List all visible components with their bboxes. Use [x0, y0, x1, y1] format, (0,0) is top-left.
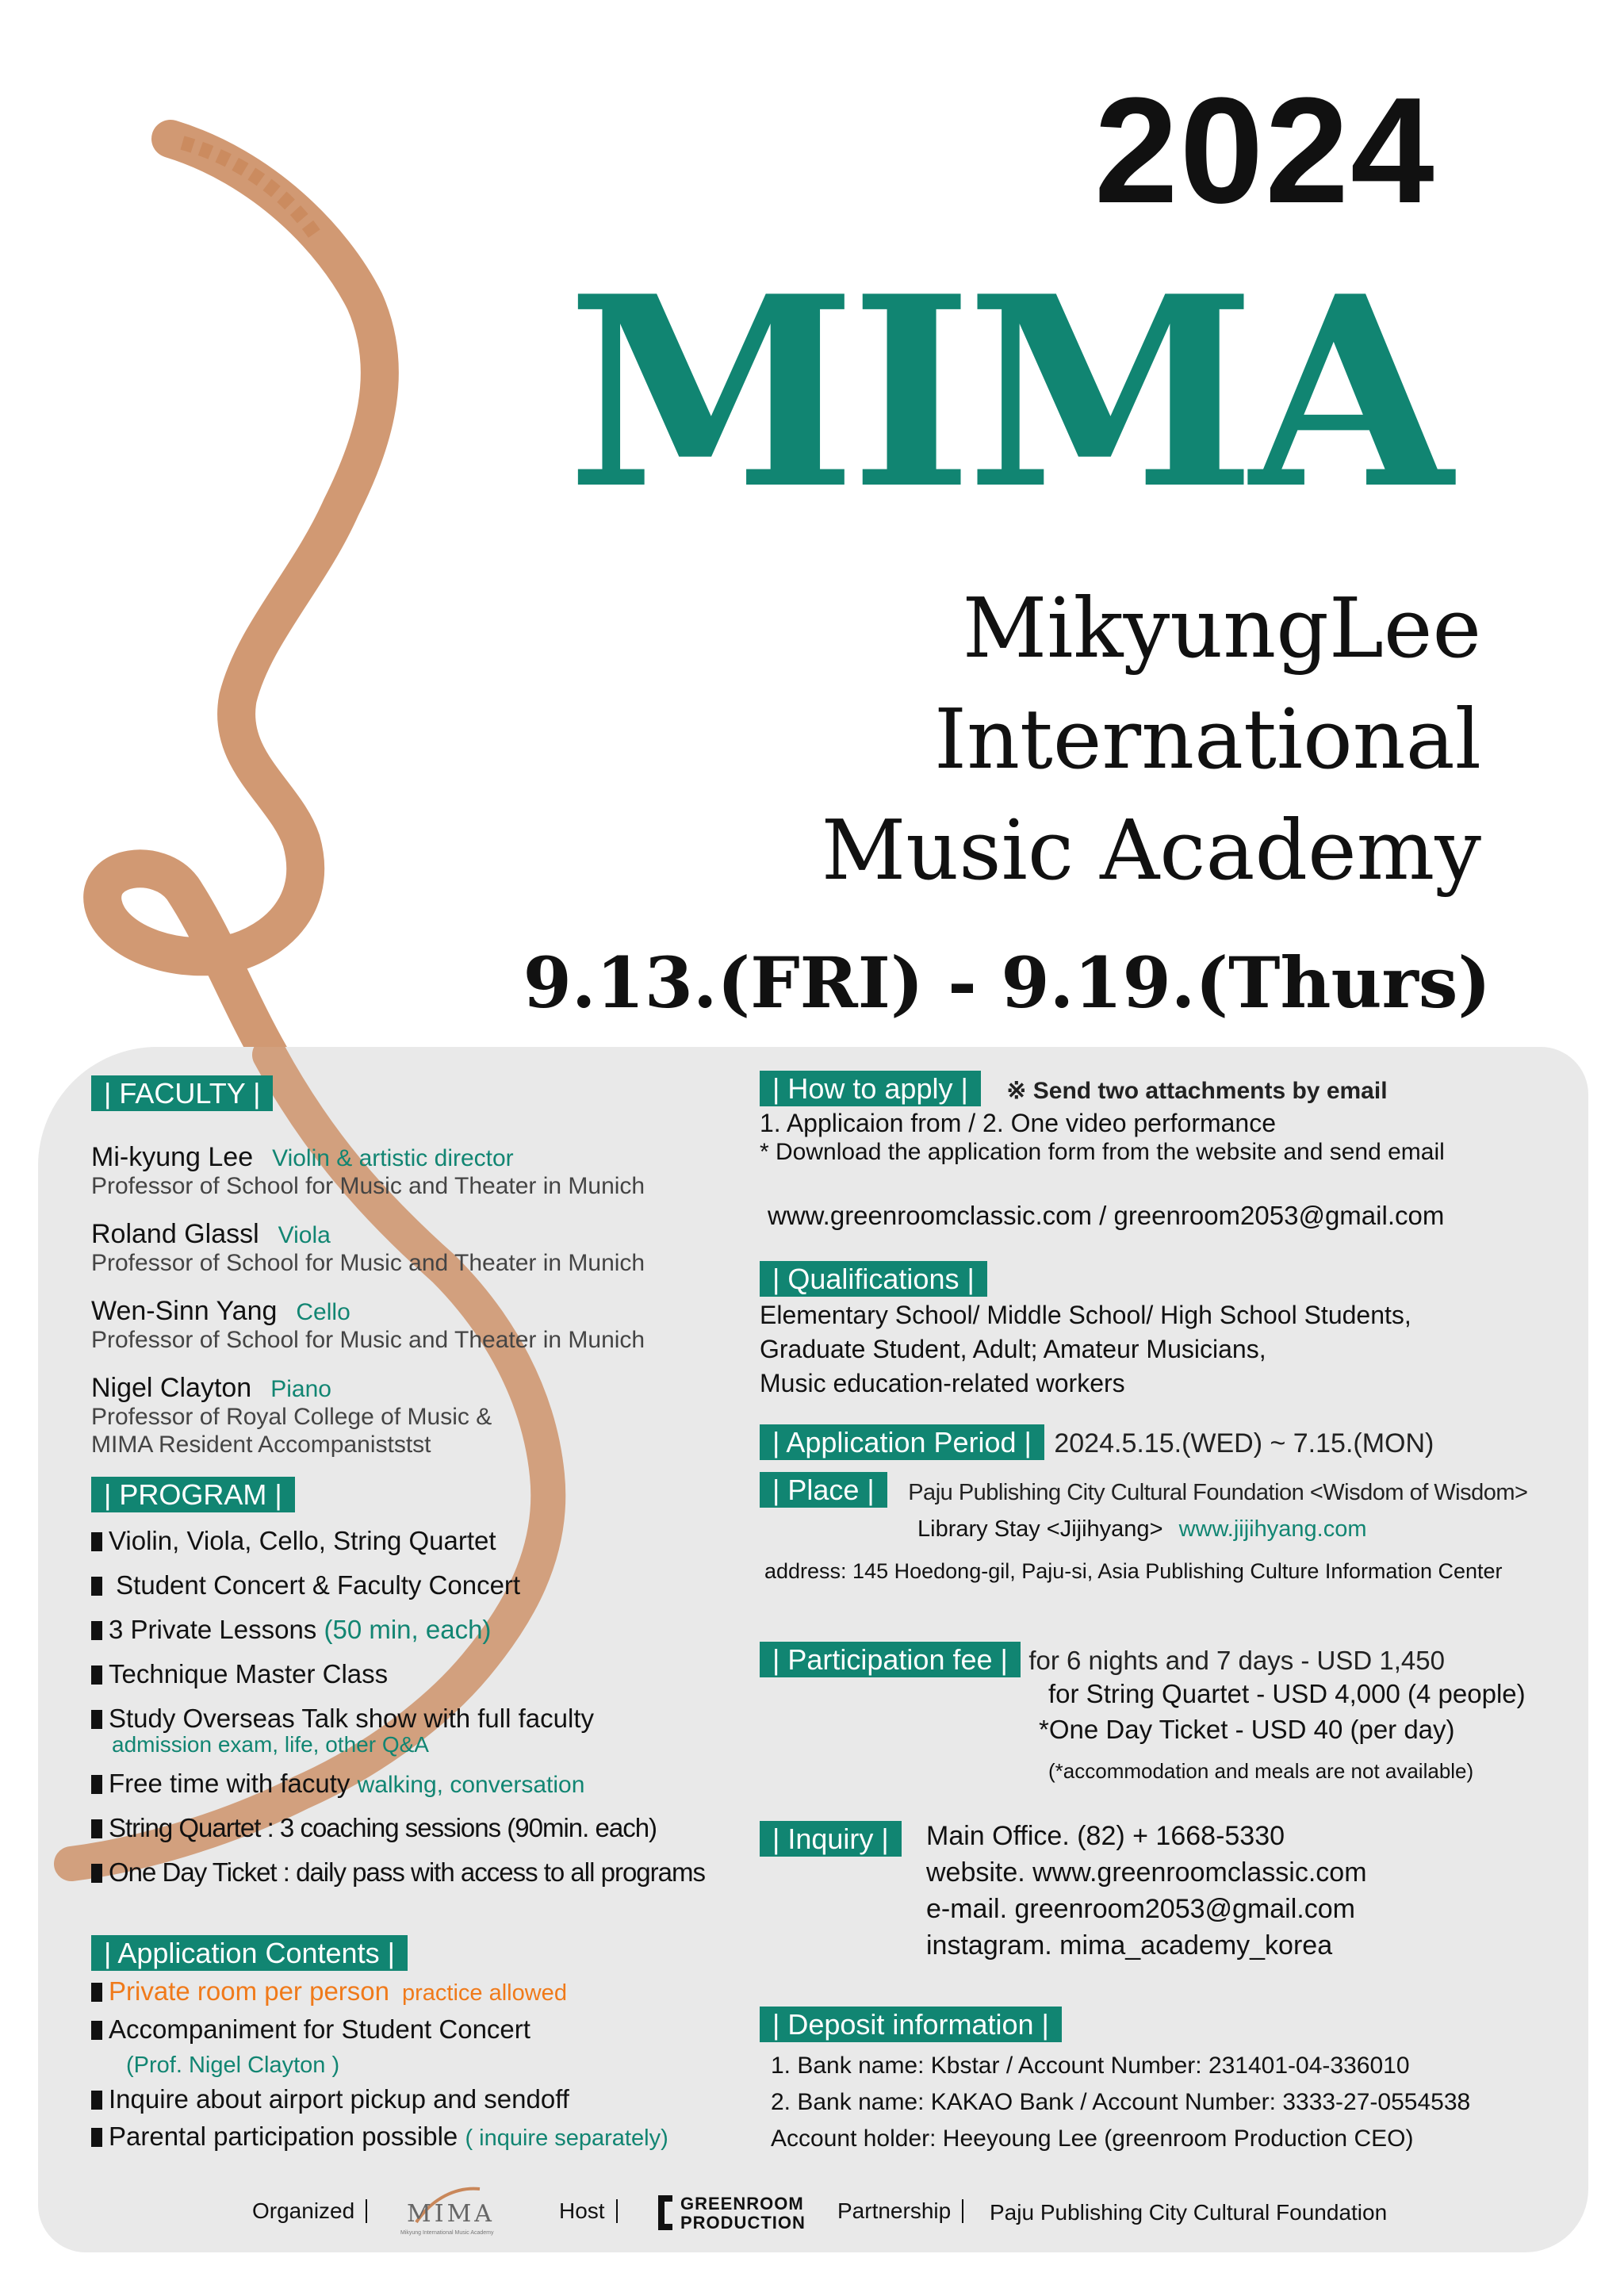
- application-period-heading: | Application Period |: [760, 1424, 1044, 1460]
- place-link[interactable]: www.jijihyang.com: [1178, 1516, 1367, 1542]
- deposit-line: Account holder: Heeyoung Lee (greenroom Production CEO): [771, 2125, 1414, 2152]
- subtitle-line-2: International: [933, 691, 1481, 788]
- year-title: 2024: [1094, 67, 1436, 235]
- square-bullet-icon: [91, 1710, 102, 1729]
- program-item: Free time with facuty walking, conversation: [91, 1769, 584, 1799]
- faculty-name: Mi-kyung Lee: [91, 1142, 254, 1172]
- qualifications-line: Music education-related workers: [760, 1369, 1125, 1397]
- square-bullet-icon: [91, 1621, 102, 1640]
- program-item: Student Concert & Faculty Concert: [91, 1570, 520, 1600]
- square-bullet-icon: [91, 2091, 102, 2110]
- qualifications-heading: | Qualifications |: [760, 1261, 987, 1297]
- fee-line-2: for String Quartet - USD 4,000 (4 people): [1048, 1679, 1526, 1708]
- faculty-desc: Professor of School for Music and Theater in Munich: [91, 1250, 645, 1276]
- place-line-1: Paju Publishing City Cultural Foundation <Wisdom of Wisdom>: [908, 1480, 1528, 1505]
- square-bullet-icon: [91, 1864, 102, 1883]
- application-item-sub: (Prof. Nigel Clayton ): [126, 2053, 340, 2078]
- square-bullet-icon: [91, 2128, 102, 2147]
- deposit-heading: | Deposit information |: [760, 2007, 1062, 2042]
- faculty-name: Wen-Sinn Yang: [91, 1296, 278, 1326]
- program-item: String Quartet : 3 coaching sessions (90min. each): [91, 1813, 657, 1843]
- program-item: One Day Ticket : daily pass with access to all programs: [91, 1857, 705, 1888]
- subtitle-line-3: Music Academy: [821, 802, 1481, 899]
- application-item: Parental participation possible ( inquire separately): [91, 2122, 668, 2152]
- place-address: address: 145 Hoedong-gil, Paju-si, Asia Publishing Culture Information Center: [764, 1559, 1503, 1583]
- mima-logo: MIMA Mikyung International Music Academy: [400, 2183, 519, 2242]
- brand-title: MIMA: [567, 239, 1446, 546]
- program-item: Study Overseas Talk show with full faculty admission exam, life, other Q&A: [91, 1704, 594, 1757]
- inquiry-line[interactable]: e-mail. greenroom2053@gmail.com: [926, 1894, 1355, 1924]
- place-heading: | Place |: [760, 1472, 887, 1508]
- square-bullet-icon: [91, 1532, 102, 1551]
- faculty-member: [91, 1142, 645, 1201]
- fee-line-1: for 6 nights and 7 days - USD 1,450: [1028, 1646, 1445, 1675]
- application-period-row: [760, 1426, 1434, 1459]
- inquiry-line[interactable]: instagram. mima_academy_korea: [926, 1930, 1333, 1961]
- contact-links[interactable]: www.greenroomclassic.com / greenroom2053@gmail.com: [768, 1201, 1445, 1230]
- footer-partnership: Partnership: [837, 2198, 975, 2224]
- how-to-apply-line-1: 1. Applicaion from / 2. One video performance: [760, 1109, 1277, 1137]
- program-item-sub: admission exam, life, other Q&A: [112, 1732, 429, 1757]
- square-bullet-icon: [91, 1983, 102, 2002]
- place-line-2: Library Stay <Jijihyang> www.jijihyang.com: [917, 1516, 1367, 1542]
- application-item: Accompaniment for Student Concert (Prof. Nigel Clayton ): [91, 2014, 530, 2079]
- footer-host: Host: [559, 2198, 629, 2224]
- fee-heading: | Participation fee |: [760, 1642, 1021, 1677]
- footer-organized: Organized: [252, 2198, 378, 2224]
- faculty-desc: Professor of School for Music and Theater in Munich: [91, 1327, 645, 1353]
- application-item: Inquire about airport pickup and sendoff: [91, 2084, 569, 2114]
- inquiry-line: Main Office. (82) + 1668-5330: [926, 1821, 1285, 1851]
- event-dates: 9.13.(FRI) - 9.19.(Thurs): [523, 941, 1491, 1024]
- how-to-apply-heading: | How to apply |: [760, 1071, 981, 1106]
- faculty-member: [91, 1373, 492, 1458]
- place-row: [760, 1474, 1527, 1506]
- program-heading: | PROGRAM |: [91, 1477, 295, 1512]
- program-item: Technique Master Class: [91, 1659, 388, 1689]
- how-to-apply-line-2: * Download the application form from the website and send email: [760, 1139, 1445, 1165]
- square-bullet-icon: [91, 1775, 102, 1794]
- faculty-role: Piano: [270, 1376, 331, 1402]
- footer-partner: Paju Publishing City Cultural Foundation: [990, 2200, 1388, 2225]
- fee-line-3: *One Day Ticket - USD 40 (per day): [1039, 1715, 1455, 1744]
- faculty-member: [91, 1219, 645, 1278]
- qualifications-line: Elementary School/ Middle School/ High School Students,: [760, 1301, 1411, 1329]
- square-bullet-icon: [91, 1577, 102, 1596]
- how-to-apply-row: [760, 1072, 1388, 1105]
- faculty-heading: | FACULTY |: [91, 1075, 273, 1111]
- application-period-value: 2024.5.15.(WED) ~ 7.15.(MON): [1054, 1428, 1434, 1458]
- faculty-desc: Professor of Royal College of Music &: [91, 1404, 492, 1430]
- faculty-role: Viola: [278, 1222, 331, 1248]
- deposit-line: 2. Bank name: KAKAO Bank / Account Number: 3333-27-0554538: [771, 2089, 1471, 2115]
- faculty-name: Nigel Clayton: [91, 1373, 252, 1403]
- square-bullet-icon: [91, 1819, 102, 1838]
- fee-note: (*accommodation and meals are not available): [1048, 1759, 1474, 1783]
- application-item: Private room per person practice allowed: [91, 1976, 567, 2007]
- fee-row: [760, 1643, 1445, 1676]
- square-bullet-icon: [91, 2021, 102, 2040]
- faculty-member: [91, 1296, 645, 1355]
- how-to-apply-note: ※ Send two attachments by email: [1006, 1078, 1388, 1104]
- faculty-name: Roland Glassl: [91, 1219, 259, 1249]
- faculty-role: Cello: [296, 1299, 350, 1325]
- subtitle-line-1: MikyungLee: [962, 580, 1481, 677]
- faculty-desc: MIMA Resident Accompaniststst: [91, 1431, 431, 1458]
- program-item: Violin, Viola, Cello, String Quartet: [91, 1526, 496, 1556]
- deposit-line: 1. Bank name: Kbstar / Account Number: 231401-04-336010: [771, 2053, 1410, 2079]
- faculty-role: Violin & artistic director: [272, 1145, 514, 1171]
- qualifications-line: Graduate Student, Adult; Amateur Musicians,: [760, 1335, 1266, 1363]
- square-bullet-icon: [91, 1665, 102, 1685]
- inquiry-heading: | Inquiry |: [760, 1821, 902, 1857]
- inquiry-line[interactable]: website. www.greenroomclassic.com: [926, 1857, 1367, 1888]
- application-contents-heading: | Application Contents |: [91, 1935, 408, 1971]
- faculty-desc: Professor of School for Music and Theater in Munich: [91, 1173, 645, 1199]
- program-item: 3 Private Lessons (50 min, each): [91, 1615, 491, 1645]
